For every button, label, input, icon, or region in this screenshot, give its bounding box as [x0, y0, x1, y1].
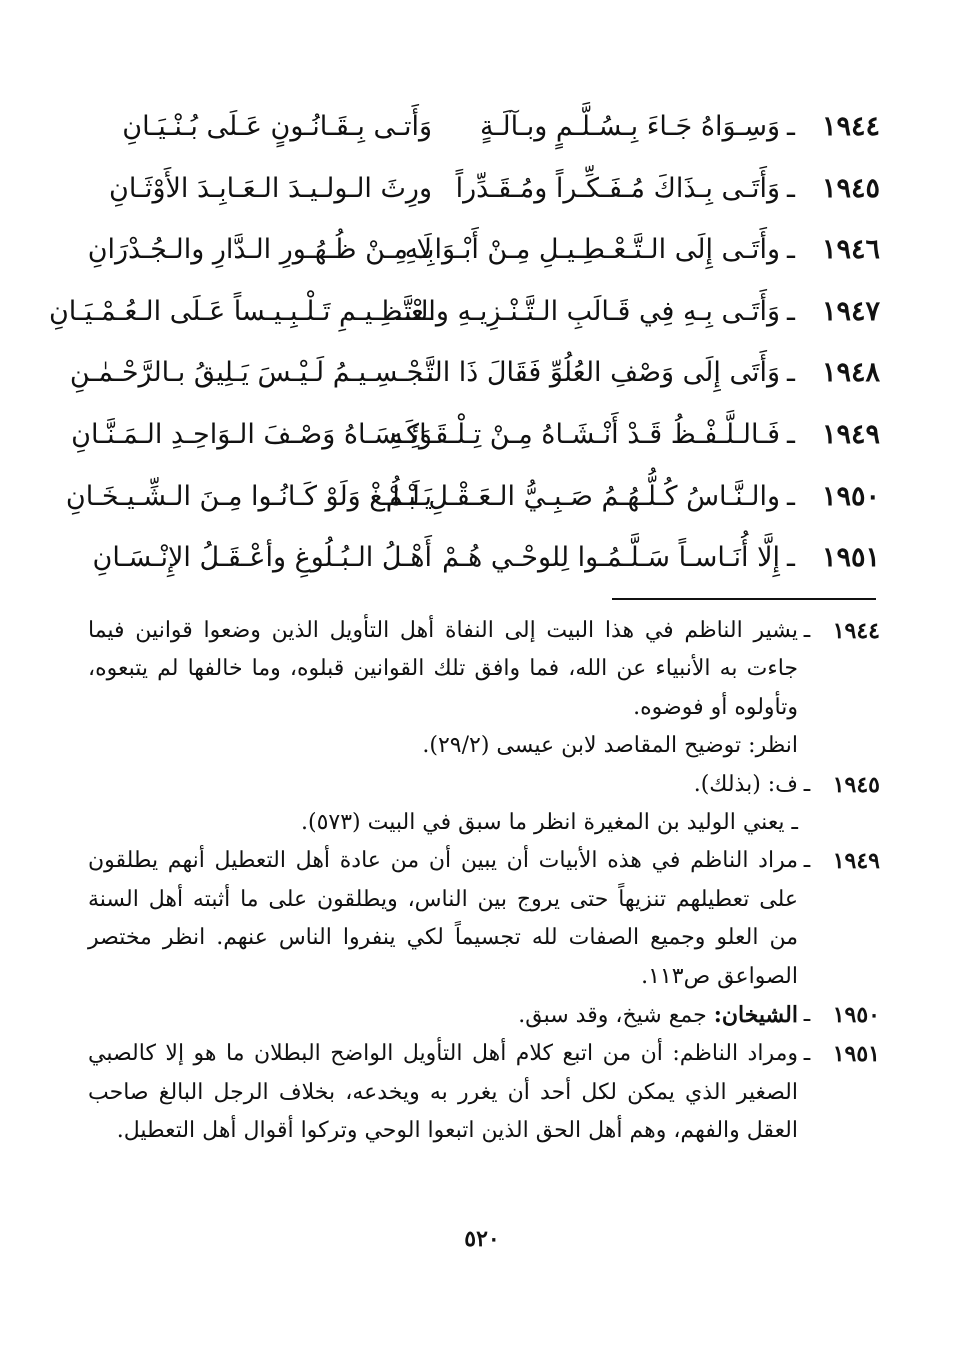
verse-dash: ـ [787, 295, 795, 327]
verse-number: ١٩٤٨ [821, 357, 880, 389]
verse-number: ١٩٥٠ [821, 480, 880, 512]
verse-dash: ـ [787, 357, 795, 389]
footnote-dash: ـ [803, 618, 811, 643]
footnotes [88, 612, 880, 1151]
footnote [88, 612, 880, 727]
verse-second-hemistich: وَكَـسَـاهُ وَصْـفَ الـوَاحِـدِ الـمَـنَّـانِ [71, 418, 432, 450]
footnote-dash: ـ [803, 848, 811, 874]
verse-second-hemistich: ـعْـظِـيـمِ تَـلْـبِـيـساً عَـلَى الـعُـمْـيَـانِ [48, 295, 432, 327]
verse-first-hemistich: وأَتَـى إِلَى الـتَّـعْـطِـيـلِ مِـنْ أَبْـوَابِـهِ [404, 234, 780, 266]
footnote-separator [612, 598, 876, 600]
footnote-definition: جمع شيخ، وقد سبق. [518, 1003, 707, 1029]
verse-first-hemistich: وَأَتَى إِلَى وَصْفِ العُلُوِّ فَقَالَ ذَا التَّـ [418, 357, 780, 389]
verse-number: ١٩٤٥ [821, 172, 880, 204]
footnote-text: مراد الناظم في هذه الأبيات أن يبين أن من عادة أهل التعطيل أنهم يطلقون على تعطيلهم تنزيهاً حتى يروج بين الناس، ويطلقون على ما أثبته أهل السنة من العلو وجميع الصفات لله تجسيماً لكي ينفروا الناس عنهم. انظر مختصر الصواعق ص١١٣. [88, 848, 798, 989]
verse-line [65, 466, 880, 528]
verse-dash: ـ [787, 418, 795, 450]
verse-line [80, 96, 880, 158]
footnote [88, 766, 880, 804]
verse-first-hemistich: وَأَتَـى بِـهِ فِي قَـالَبِ الـتَّـنْـزِيـهِ والـتَّـ [396, 295, 780, 327]
verse-line [80, 527, 880, 589]
footnote-text: ومراد الناظم: أن من اتبع كلام أهل التأويل الواضح البطلان ما هو إلا كالصبي الصغير الذي يمكن لكل أحد أن يغرر به ويخدعه، بخلاف الرجل البالغ صاحب العقل والفهم، وهم أهل الحق الذين اتبعوا الوحي وتركوا أقوال أهل التعطيل. [88, 1041, 798, 1144]
verse-dash: ـ [787, 480, 795, 512]
verse-number: ١٩٤٩ [821, 418, 880, 450]
footnote-text: يشير الناظم في هذا البيت إلى النفاة أهل التأويل الذين وضعوا قوانين فيما جاءت به الأنبياء عن الله، فما وافق تلك القوانين قبلوه، وما خالفها لم يتبعوه، وتأولوه أو فوضوه. [88, 618, 798, 720]
verse-dash: ـ [787, 542, 795, 574]
verse-first-hemistich: وَسِـوَاهُ جَـاءَ بِـسُـلَّـمٍ وبـآلَـةٍ [480, 111, 780, 142]
footnote-continuation: انظر: توضيح المقاصد لابن عيسى (٢٩/٢). [422, 733, 798, 759]
footnote-continuation: ـ يعني الوليد بن المغيرة انظر ما سبق في البيت (٥٧٣). [301, 810, 798, 836]
footnote-number: ١٩٥١ [832, 1041, 880, 1068]
verse-second-hemistich: لَا مِـنْ ظُـهُـورِ الـدَّارِ والـجُـدْرَانِ [87, 234, 432, 266]
verse-dash: ـ [787, 172, 795, 204]
footnote [88, 842, 880, 996]
footnote-number: ١٩٤٥ [832, 771, 880, 798]
verse-dash: ـ [787, 111, 795, 142]
verse-first-hemistich: فَـالـلَّـفْـظُ قَـدْ أَنْـشَـاهُ مِـنْ تِـلْـقَـائِـهِ [389, 418, 780, 450]
verse-second-hemistich: أَهْـلُ الـبُـلُوغِ وأعْـقَـلُ الإِنْـسَـانِ [92, 542, 432, 574]
footnote-text: ف: (بذلك). [693, 771, 798, 797]
verse-number: ١٩٥١ [821, 542, 880, 574]
verse-second-hemistich: ـجْـسِـيـمُ لَـيْـسَ يَـلِيقُ بـالرَّحْـمٰـنِ [69, 357, 432, 389]
footnote-dash: ـ [803, 1041, 811, 1067]
verse-number: ١٩٤٤ [821, 111, 880, 142]
footnote-text [88, 996, 798, 1035]
footnote-dash: ـ [803, 1002, 811, 1028]
verse-second-hemistich: ورِثَ الـولـيـدَ الـعَـابِـدَ الأَوْثَـانِ [108, 172, 432, 204]
footnote-term: الشيخان: [713, 1002, 798, 1029]
verse-number: ١٩٤٦ [821, 234, 880, 266]
verse-first-hemistich: وَأَتَـى بِـذَاكَ مُـفَـكِّـراً ومُـقَـدِّراً [455, 172, 780, 204]
verse-line [71, 404, 880, 466]
verse-line [69, 342, 880, 404]
verse-dash: ـ [787, 234, 795, 266]
footnote-number: ١٩٥٠ [832, 1002, 880, 1029]
footnote [88, 996, 880, 1035]
verse-first-hemistich: إِلَّا أُنَـاسـاً سَـلَّـمُـوا لِلوحْـي هُـمْ [442, 542, 780, 574]
verse-second-hemistich: وَأَتـى بِـقَـانُـونٍ عَـلَى بُـنْـيَـانِ [122, 111, 432, 142]
verse-list [48, 96, 880, 589]
verse-second-hemistich: يَـبْـلُـغْ وَلَوْ كَـانُـوا مِـنَ الـشِّـيـخَـانِ [65, 480, 432, 512]
verse-first-hemistich: والـنَّـاسُ كُـلُّـهُـمُ صَـبِـيُّ الـعَـقْـلِ لَـمْ [385, 480, 780, 512]
verse-number: ١٩٤٧ [821, 295, 880, 327]
footnote-number: ١٩٤٤ [832, 618, 880, 644]
verse-line [80, 219, 880, 281]
verse-line [80, 158, 880, 220]
page-number: ٥٢٠ [464, 1226, 500, 1252]
footnote-number: ١٩٤٩ [832, 848, 880, 875]
footnote [88, 1035, 880, 1150]
footnote-dash: ـ [803, 771, 811, 797]
verse-line [48, 281, 880, 343]
